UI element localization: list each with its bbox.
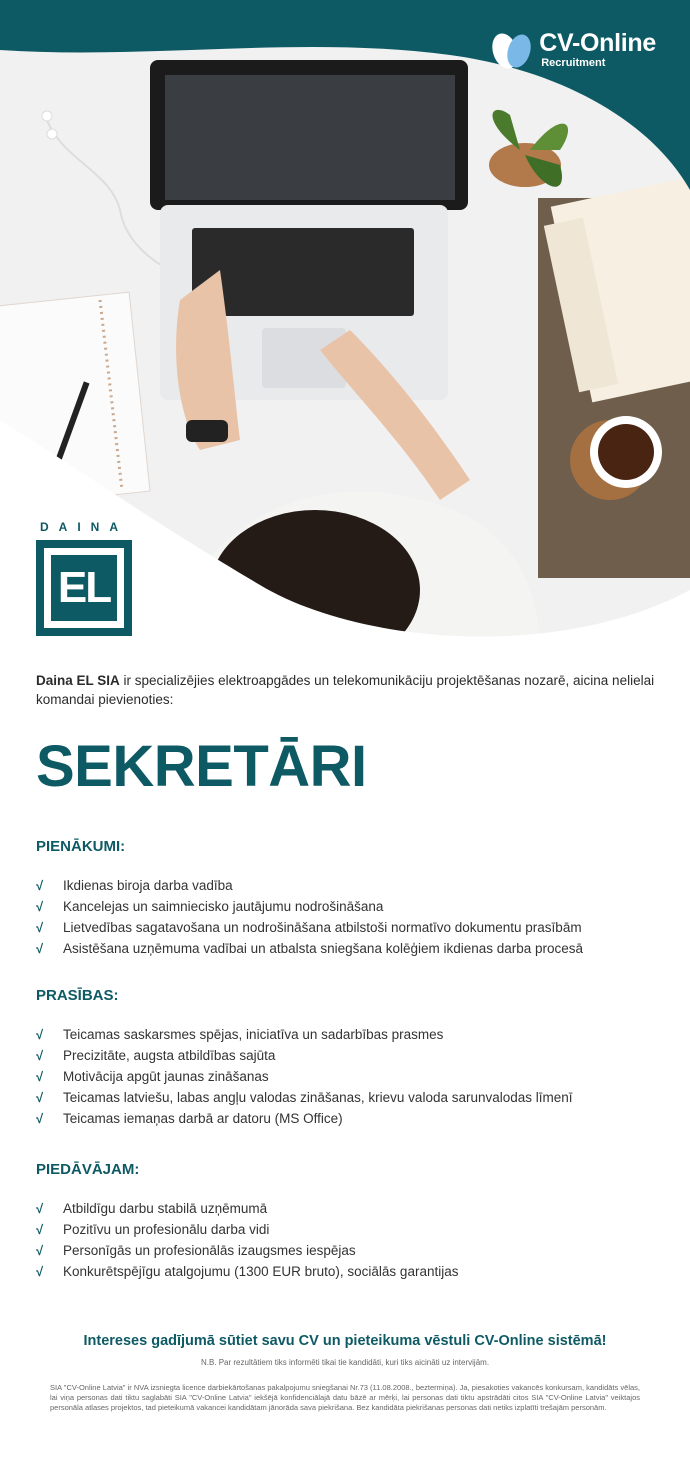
section-title: PIEDĀVĀJAM: bbox=[36, 1161, 140, 1178]
duties-list bbox=[36, 875, 676, 959]
check-icon: √ bbox=[36, 1222, 44, 1237]
legal-disclaimer: SIA "CV-Online Latvia" ir NVA izsniegta licence darbiekārtošanas pakalpojumu sniegšanai Nr.73 (11.08.2008., beztermiņa). Ja, piesakoties vakancēs konkursam, kandidāts vēlas, lai viņa personas dati tiktu saglabāti SIA "CV-Online Latvia" iekšējā konfidenciālajā datu bāzē ar mērķi, lai personas dati tiktu apstrādāti citos SIA "CV-Online Latvia" veiktajos personāla atlases projektos, tad pieteikumā vakancei kandidātam jānorāda sava piekrišana. Bez kandidāta piekrišanas personas dati netiks izplatīti trešajām personām. bbox=[50, 1383, 640, 1412]
company-logo-word: DAINA bbox=[40, 520, 128, 534]
check-icon: √ bbox=[36, 1027, 44, 1042]
check-icon: √ bbox=[36, 1069, 44, 1084]
job-title: SEKRETĀRI bbox=[36, 734, 367, 799]
requirements-list bbox=[36, 1024, 676, 1129]
cv-online-logo-icon bbox=[491, 30, 533, 70]
check-icon: √ bbox=[36, 1264, 44, 1279]
section-title: PRASĪBAS: bbox=[36, 987, 119, 1004]
list-item bbox=[36, 1087, 676, 1108]
list-item-text: Precizitāte, augsta atbildības sajūta bbox=[63, 1048, 276, 1063]
list-item-text: Pozitīvu un profesionālu darba vidi bbox=[63, 1222, 270, 1237]
list-item bbox=[36, 1261, 676, 1282]
check-icon: √ bbox=[36, 1243, 44, 1258]
list-item bbox=[36, 1045, 676, 1066]
check-icon: √ bbox=[36, 899, 44, 914]
list-item-text: Lietvedības sagatavošana un nodrošināšana atbilstoši normatīvo dokumentu prasībām bbox=[63, 920, 582, 935]
list-item bbox=[36, 1198, 676, 1219]
section-offer bbox=[36, 1161, 676, 1282]
brand-name: CV-Online bbox=[539, 29, 656, 57]
list-item bbox=[36, 1219, 676, 1240]
check-icon: √ bbox=[36, 920, 44, 935]
list-item-text: Teicamas iemaņas darbā ar datoru (MS Office) bbox=[63, 1111, 343, 1126]
list-item bbox=[36, 1024, 676, 1045]
company-logo-letters: EL bbox=[51, 555, 117, 621]
list-item-text: Asistēšana uzņēmuma vadībai un atbalsta sniegšana kolēģiem ikdienas darba procesā bbox=[63, 941, 584, 956]
check-icon: √ bbox=[36, 878, 44, 893]
check-icon: √ bbox=[36, 941, 44, 956]
brand-subtitle: Recruitment bbox=[541, 57, 606, 69]
list-item-text: Ikdienas biroja darba vadība bbox=[63, 878, 233, 893]
list-item-text: Atbildīgu darbu stabilā uzņēmumā bbox=[63, 1201, 268, 1216]
company-logo-box bbox=[36, 540, 132, 636]
list-item bbox=[36, 1066, 676, 1087]
section-duties bbox=[36, 838, 676, 959]
check-icon: √ bbox=[36, 1090, 44, 1105]
intro-description: ir specializējies elektroapgādes un telekomunikāciju projektēšanas nozarē, aicina nelielai komandai pievienoties: bbox=[36, 673, 655, 707]
list-item-text: Konkurētspējīgu atalgojumu (1300 EUR bruto), sociālās garantijas bbox=[63, 1264, 459, 1279]
list-item bbox=[36, 938, 676, 959]
offer-list bbox=[36, 1198, 676, 1282]
interview-note: N.B. Par rezultātiem tiks informēti tikai tie kandidāti, kuri tiks aicināti uz intervijām. bbox=[200, 1358, 490, 1367]
list-item bbox=[36, 875, 676, 896]
cv-online-brand[interactable] bbox=[491, 30, 656, 70]
list-item bbox=[36, 1108, 676, 1129]
intro-company: Daina EL SIA bbox=[36, 673, 120, 688]
intro-text bbox=[36, 671, 656, 709]
list-item-text: Teicamas saskarsmes spējas, iniciatīva un sadarbības prasmes bbox=[63, 1027, 444, 1042]
section-requirements bbox=[36, 987, 676, 1129]
check-icon: √ bbox=[36, 1201, 44, 1216]
list-item-text: Kancelejas un saimniecisko jautājumu nodrošināšana bbox=[63, 899, 384, 914]
section-title: PIENĀKUMI: bbox=[36, 838, 126, 855]
apply-call-to-action[interactable]: Intereses gadījumā sūtiet savu CV un pieteikuma vēstuli CV-Online sistēmā! bbox=[83, 1333, 607, 1349]
list-item bbox=[36, 896, 676, 917]
check-icon: √ bbox=[36, 1111, 44, 1126]
company-logo bbox=[36, 520, 132, 636]
list-item-text: Personīgās un profesionālās izaugsmes iespējas bbox=[63, 1243, 356, 1258]
list-item-text: Motivācija apgūt jaunas zināšanas bbox=[63, 1069, 269, 1084]
list-item bbox=[36, 917, 676, 938]
check-icon: √ bbox=[36, 1048, 44, 1063]
list-item bbox=[36, 1240, 676, 1261]
list-item-text: Teicamas latviešu, labas angļu valodas zināšanas, krievu valoda sarunvalodas līmenī bbox=[63, 1090, 573, 1105]
